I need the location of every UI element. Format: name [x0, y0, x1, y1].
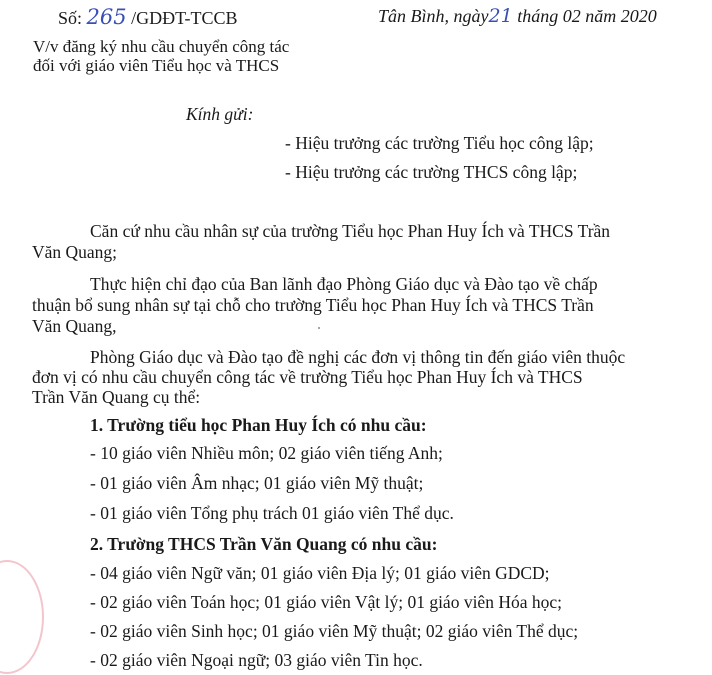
greeting: Kính gửi:: [186, 104, 254, 124]
para2-line3: Văn Quang,: [32, 316, 117, 336]
document-number: [58, 5, 237, 29]
number-suffix: /GDĐT-TCCB: [131, 8, 238, 28]
subject-line-1: V/v đăng ký nhu cầu chuyển công tác: [33, 37, 290, 56]
para1-line2: Văn Quang;: [32, 242, 118, 262]
number-prefix: Số:: [58, 8, 83, 28]
recipient-1: - Hiệu trưởng các trường Tiểu học công lập;: [285, 133, 594, 153]
section1-heading: 1. Trường tiểu học Phan Huy Ích có nhu cầu:: [90, 415, 427, 435]
para2-line2: thuận bổ sung nhân sự tại chỗ cho trường Tiểu học Phan Huy Ích và THCS Trần: [32, 295, 594, 315]
scan-dot: [318, 327, 320, 329]
subject-line-2: đối với giáo viên Tiểu học và THCS: [33, 56, 280, 75]
stamp-mark: [0, 560, 44, 674]
handwritten-number: 265: [86, 5, 127, 29]
section1-item: - 01 giáo viên Âm nhạc; 01 giáo viên Mỹ thuật;: [90, 473, 424, 493]
para2-line1: Thực hiện chỉ đạo của Ban lãnh đạo Phòng Giáo dục và Đào tạo về chấp: [90, 274, 598, 294]
para3-line1: Phòng Giáo dục và Đào tạo đề nghị các đơn vị thông tin đến giáo viên thuộc: [90, 347, 626, 367]
section1-item: - 10 giáo viên Nhiều môn; 02 giáo viên tiếng Anh;: [90, 443, 443, 463]
place-date-prefix: Tân Bình, ngày: [378, 6, 489, 26]
section2-item: - 02 giáo viên Toán học; 01 giáo viên Vật lý; 01 giáo viên Hóa học;: [90, 592, 562, 612]
para1-line1: Căn cứ nhu cầu nhân sự của trường Tiểu học Phan Huy Ích và THCS Trần: [90, 221, 611, 241]
para3-line2: đơn vị có nhu cầu chuyển công tác về trường Tiểu học Phan Huy Ích và THCS: [32, 367, 583, 387]
section1-item: - 01 giáo viên Tổng phụ trách 01 giáo viên Thể dục.: [90, 503, 454, 523]
para3-line3: Trần Văn Quang cụ thể:: [32, 387, 201, 407]
date-rest: tháng 02 năm 2020: [517, 6, 657, 26]
section2-heading: 2. Trường THCS Trần Văn Quang có nhu cầu:: [90, 534, 438, 554]
section2-item: - 04 giáo viên Ngữ văn; 01 giáo viên Địa lý; 01 giáo viên GDCD;: [90, 563, 550, 583]
section2-item: - 02 giáo viên Ngoại ngữ; 03 giáo viên Tin học.: [90, 650, 423, 670]
section2-item: - 02 giáo viên Sinh học; 01 giáo viên Mỹ thuật; 02 giáo viên Thể dục;: [90, 621, 579, 641]
handwritten-day: 21: [488, 5, 513, 27]
place-date: [378, 5, 657, 27]
recipient-2: - Hiệu trưởng các trường THCS công lập;: [285, 162, 578, 182]
